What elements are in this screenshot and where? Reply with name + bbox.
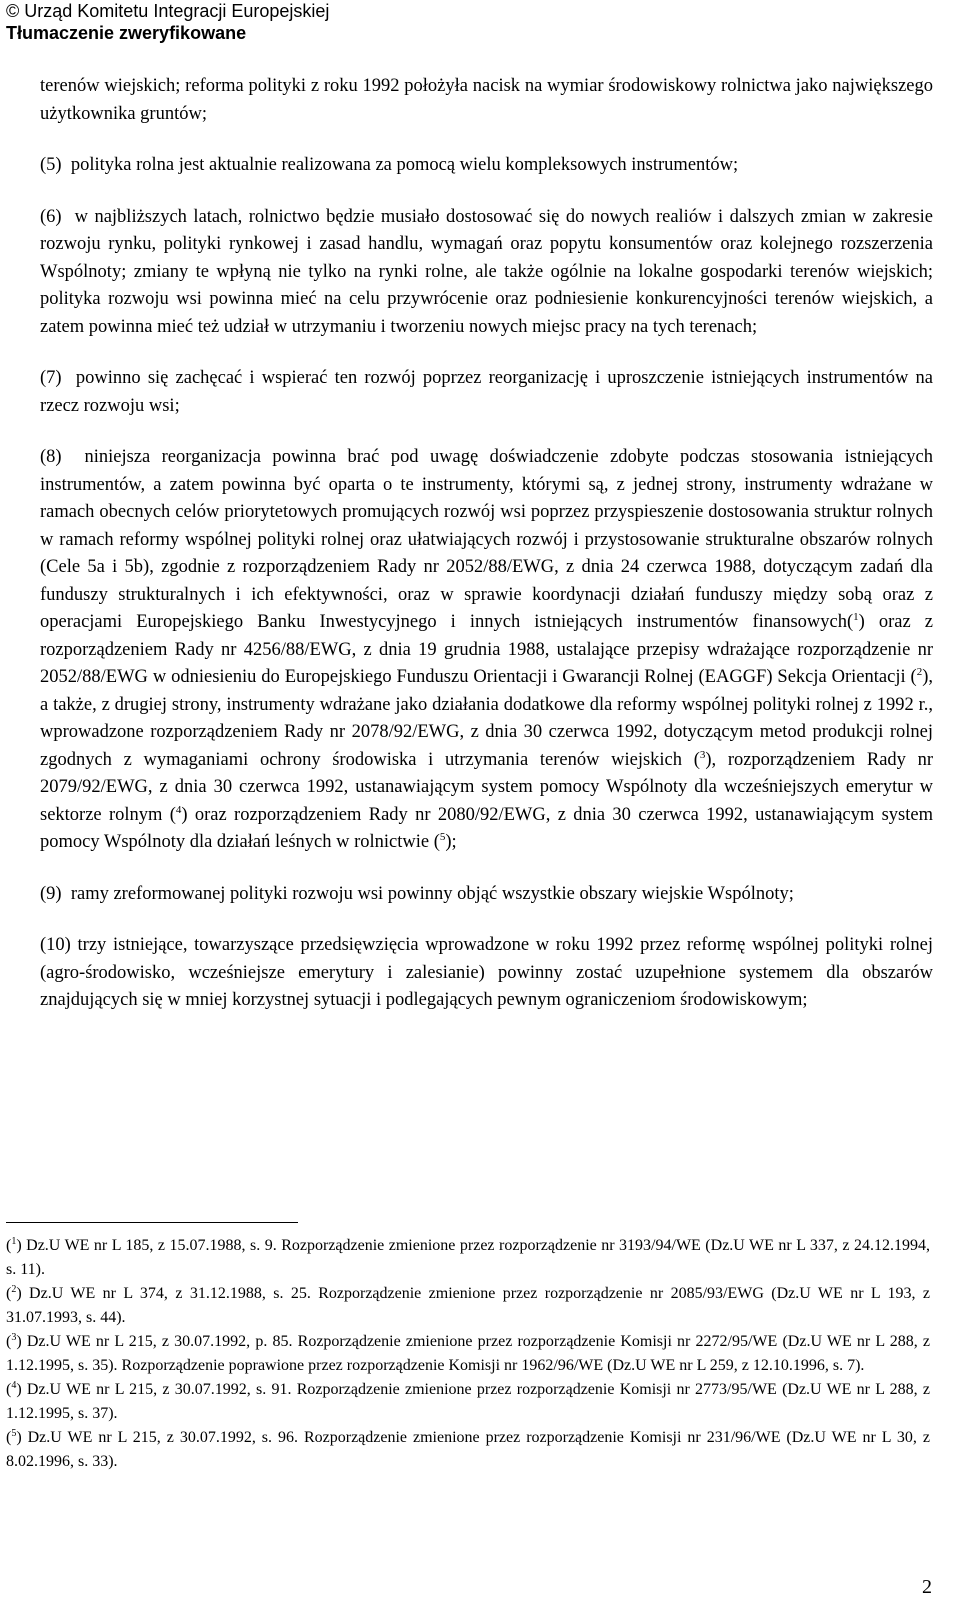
paragraph-text: trzy istniejące, towarzyszące przedsięwzięcia wprowadzone w roku 1992 przez reformę wspólnej — [77, 935, 819, 955]
paragraph-text: ), rozporządzeniem Rady nr 2079/92/EWG, z dnia 30 czerwca 1992, ustanawiającym system pomocy Wspólnoty dla wcześniejszych emerytur w sektorze rolnym ( — [40, 749, 933, 825]
footnote-2: ($^2$) Dz.U WE nr L 374, z 31.12.1988, s. 25. Rozporządzenie zmienione przez rozporządzenie nr 2085/93/EWG (Dz.U WE nr L 193, z 31.07.1993, s. 44). — [6, 1284, 930, 1326]
paragraph-number: (7) — [40, 368, 62, 388]
paragraph-text: instrumentów na rzecz rozwoju wsi; — [40, 368, 934, 416]
footnote-5: ($^5$) Dz.U WE nr L 215, z 30.07.1992, s. 96. Rozporządzenie zmienione przez rozporządzenie Komisji nr 231/96/WE (Dz.U WE nr L 30, z 8.02.1996, s. 33). — [6, 1428, 930, 1470]
footnote-1: ($^1$) Dz.U WE nr L 185, z 15.07.1988, s. 9. Rozporządzenie zmienione przez rozporządzenie nr 3193/94/WE (Dz.U WE nr L 337, z 24.12.1994, s. 11). — [6, 1236, 930, 1278]
document-header — [6, 0, 329, 44]
footnote-mark: 4 — [11, 1380, 17, 1391]
paragraph-text: ramy zreformowanej polityki rozwoju wsi powinny objąć wszystkie obszary wiejskie Wspólnoty; — [70, 883, 794, 904]
page-number: 2 — [922, 1576, 932, 1598]
footnote-ref: 1 — [853, 611, 859, 623]
footnote-separator — [6, 1222, 298, 1223]
footnote-ref: 2 — [916, 666, 923, 678]
footnote-3: ($^3$) Dz.U WE nr L 215, z 30.07.1992, p. 85. Rozporządzenie zmienione przez rozporządzenie Komisji nr 2272/95/WE (Dz.U WE nr L 288, z 1.12.1995, s. 35). Rozporządzenie poprawione przez rozporządzenie Komisji nr 1962/96/WE (Dz.U WE nr L 259, z 12.10.1996, s. 7). — [6, 1332, 930, 1374]
paragraph-text: ); — [445, 832, 457, 852]
footnote-text: ) Dz.U WE nr L 185, z 15.07.1988, s. 9. Rozporządzenie zmienione przez rozporządzenie nr 3193/94/WE (Dz.U WE nr L 337, z 24.12.1994, s. 11). — [6, 1237, 930, 1278]
footnote-mark: 3 — [11, 1332, 17, 1343]
footnote-text: ) Dz.U WE nr L 374, z 31.12.1988, s. 25. Rozporządzenie zmienione przez rozporządzenie nr 2085/93/EWG (Dz.U WE nr L 193, z 31.07.1993, s. 44). — [6, 1285, 930, 1326]
paragraph-10 — [40, 932, 933, 1015]
footnote-4: ($^4$) Dz.U WE nr L 215, z 30.07.1992, s. 91. Rozporządzenie zmienione przez rozporządzenie Komisji nr 2773/95/WE (Dz.U WE nr L 288, z 1.12.1995, s. 37). — [6, 1380, 930, 1422]
document-body — [40, 73, 933, 1015]
paragraph-continuation: terenów wiejskich; reforma polityki z roku 1992 położyła nacisk na wymiar środowiskowy rolnictwa jako największego użytkownika gruntów; — [40, 76, 933, 124]
footnotes — [6, 1234, 930, 1474]
paragraph-7 — [40, 365, 933, 420]
paragraph-number: (5) — [40, 155, 62, 175]
footnote-mark: 2 — [11, 1284, 17, 1295]
paragraph-text: w najbliższych latach, rolnictwo będzie musiało dostosować się do nowych realiów i dalszych — [74, 206, 795, 227]
paragraph-number: (8) — [40, 447, 62, 467]
footnote-mark: 5 — [11, 1428, 17, 1439]
paragraph-5 — [40, 152, 933, 180]
paragraph-text: polityka rolna jest aktualnie realizowana za pomocą wielu kompleksowych instrumentów; — [70, 155, 739, 175]
verified-translation-line: Tłumaczenie zweryfikowane — [6, 23, 247, 43]
paragraph-text: zmian w zakresie rozwoju rynku, polityki rynkowej i zasad handlu, wymagań oraz popytu konsumentów oraz kolejnego rozszerzenia Wspólnoty; zmiany te wpłyną nie tylko na rynki rolne, ale także ogólnie na lokalne gospodarki terenów wiejskich; polityka rozwoju wsi powinna mieć na celu przywrócenie oraz podniesienie konkurencyjności terenów wiejskich, a zatem powinna mieć też udział w utrzymaniu i tworzeniu nowych miejsc pracy na tych terenach; — [40, 206, 933, 337]
footnote-ref: 5 — [439, 831, 446, 843]
paragraph-text: powinno się zachęcać i wspierać ten rozwój poprzez reorganizację i uproszczenie istniejących — [75, 368, 800, 388]
footnote-text: ) Dz.U WE nr L 215, z 30.07.1992, p. 85. Rozporządzenie zmienione przez rozporządzenie Komisji nr 2272/95/WE (Dz.U WE nr L 288, z 1.12.1995, s. 35). Rozporządzenie poprawione przez rozporządzenie Komisji nr 1962/96/WE (Dz.U WE nr L 259, z 12.10.1996, s. 7). — [6, 1333, 930, 1374]
paragraph-text: ), a także, z drugiej strony, instrumenty wdrażane jako działania dodatkowe dla reformy wspólnej polityki rolnej z 1992 r., wprowadzone rozporządzeniem Rady nr 2078/92/EWG, z dnia 30 czerwca 1992, dotyczącym metod produkcji rolnej zgodnych z wymaganiami ochrony środowiska i utrzymania terenów wiejskich ( — [40, 667, 933, 770]
footnote-ref: 3 — [699, 748, 706, 761]
paragraph-number: (10) — [40, 935, 71, 955]
paragraph-number: (6) — [40, 206, 62, 227]
paragraph-number: (9) — [40, 883, 62, 904]
paragraph-9 — [40, 881, 933, 909]
footnote-text: ) Dz.U WE nr L 215, z 30.07.1992, s. 96. Rozporządzenie zmienione przez rozporządzenie Komisji nr 231/96/WE (Dz.U WE nr L 30, z 8.02.1996, s. 33). — [6, 1429, 930, 1470]
footnote-text: ) Dz.U WE nr L 215, z 30.07.1992, s. 91. Rozporządzenie zmienione przez rozporządzenie Komisji nr 2773/95/WE (Dz.U WE nr L 288, z 1.12.1995, s. 37). — [6, 1381, 930, 1422]
footnote-ref: 4 — [175, 803, 182, 816]
paragraph-text: polityki rolnej (agro-środowisko, wcześniejsze emerytury i zalesianie) powinny zostać uzupełnione systemem dla obszarów znajdujących się w mniej korzystnej sytuacji i podlegających pewnym ograniczeniom środowiskowym; — [40, 935, 933, 1010]
paragraph-text: istniejących instrumentów, a zatem powinna być oparta o te instrumenty, którymi są, z jednej strony, instrumenty wdrażane w ramach obecnych celów priorytetowych promujących rozwój wsi poprzez przyspieszenie dostosowania struktur rolnych w ramach reformy wspólnej polityki rolnej oraz ułatwiających rozwój i przystosowanie strukturalne obszarów rolnych (Cele 5a i 5b), zgodnie z rozporządzeniem Rady nr 2052/88/EWG, z dnia 24 czerwca 1988, dotyczącym zadań dla funduszy strukturalnych i ich efektywności, oraz w sprawie koordynacji działań funduszy między sobą oraz z operacjami Europejskiego Banku Inwestycyjnego i innych istniejących instrumentów finansowych( — [40, 447, 934, 632]
paragraph-text: ) oraz z rozporządzeniem Rady nr 4256/88/EWG, z dnia 19 grudnia 1988, ustalające przepisy wdrażające rozporządzenie nr 2052/88/EWG w odniesieniu do Europejskiego Funduszu Orientacji i Gwarancji Rolnej (EAGGF) Sekcja Orientacji ( — [40, 612, 933, 687]
paragraph-8 — [40, 444, 933, 857]
paragraph-6 — [40, 204, 933, 342]
paragraph-text: ) oraz rozporządzeniem Rady nr 2080/92/EWG, z dnia 30 czerwca 1992, ustanawiającym system pomocy Wspólnoty dla działań leśnych w rolnictwie ( — [40, 804, 933, 852]
copyright-line: © Urząd Komitetu Integracji Europejskiej — [6, 1, 330, 21]
paragraph-text: niniejsza reorganizacja powinna brać pod uwagę doświadczenie zdobyte podczas stosowania — [84, 447, 834, 467]
footnote-mark: 1 — [11, 1236, 17, 1247]
